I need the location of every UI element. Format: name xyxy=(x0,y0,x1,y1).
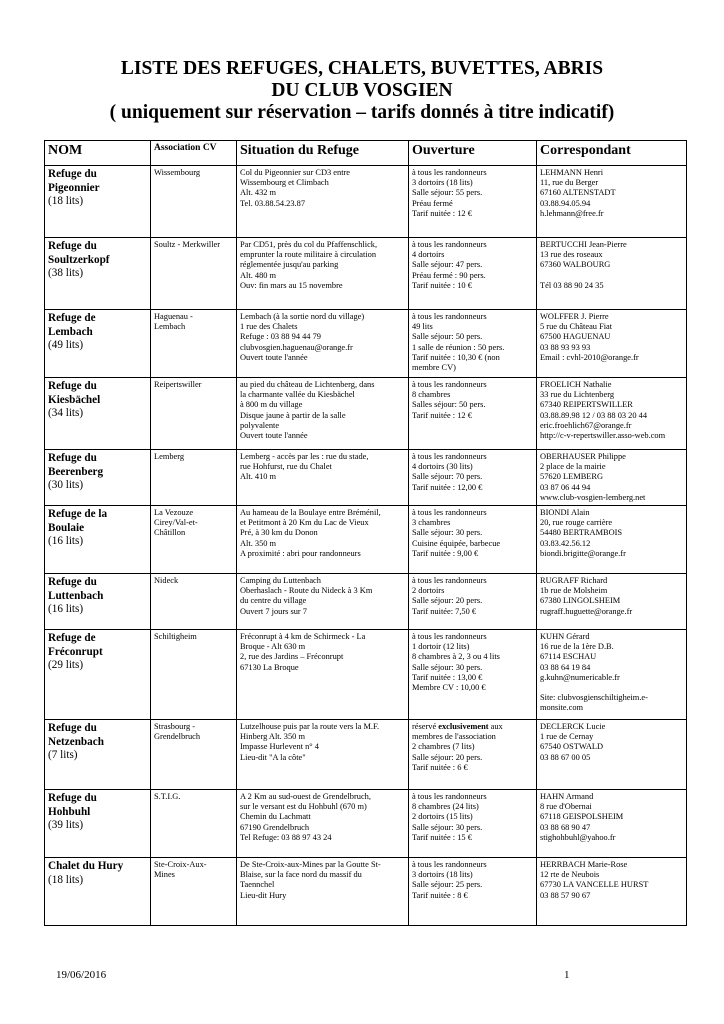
ouverture-line: Membre CV : 10,00 € xyxy=(412,683,486,693)
situation-cell xyxy=(237,858,409,926)
refuge-name: Luttenbach xyxy=(48,589,104,602)
association-cell xyxy=(151,858,237,926)
situation-line: clubvosgien.haguenau@orange.fr xyxy=(240,342,353,352)
situation-line: Tel Refuge: 03 88 97 43 24 xyxy=(240,832,332,842)
situation-line: Pré, à 30 km du Donon xyxy=(240,528,318,538)
situation-line: Alt. 350 m xyxy=(240,538,277,548)
ouverture-line: 3 dortoirs (18 lits) xyxy=(412,870,473,880)
correspondant-line: FROELICH Nathalie xyxy=(540,380,612,389)
correspondant-line: 1b rue de Molsheim xyxy=(540,586,608,596)
ouverture-line: Tarif nuitée : 12 € xyxy=(412,208,472,218)
situation-line: à 800 m du village xyxy=(240,400,303,410)
correspondant-line: 03 88 93 93 93 xyxy=(540,342,591,352)
table-row xyxy=(45,450,687,506)
correspondant-line: 20, rue rouge carrière xyxy=(540,518,613,528)
ouverture-line: Tarif nuitée : 13,00 € xyxy=(412,672,483,682)
ouverture-cell xyxy=(409,506,537,574)
situation-line: Alt. 410 m xyxy=(240,472,277,482)
situation-line: réglementée jusqu'au parking xyxy=(240,260,339,270)
correspondant-cell xyxy=(537,790,687,858)
header-ouverture: Ouverture xyxy=(409,141,537,166)
refuge-name-cell xyxy=(45,450,151,506)
refuge-name: Chalet du Hury xyxy=(48,860,124,873)
association-cell xyxy=(151,574,237,630)
situation-line: Broque - Alt 630 m xyxy=(240,642,306,652)
refuge-name: Beerenberg xyxy=(48,465,104,478)
ouverture-line: 3 dortoirs (18 lits) xyxy=(412,178,473,188)
situation-cell xyxy=(237,450,409,506)
ouverture-line: à tous les randonneurs xyxy=(412,792,487,802)
ouverture-line: 3 chambres xyxy=(412,518,451,528)
correspondant-line: HAHN Armand xyxy=(540,792,594,802)
ouverture-cell xyxy=(409,790,537,858)
header-nom: NOM xyxy=(45,141,151,166)
situation-line: Ouv: fin mars au 15 novembre xyxy=(240,280,343,290)
ouverture-line: à tous les randonneurs xyxy=(412,380,487,389)
table-row xyxy=(45,378,687,450)
refuge-name-cell xyxy=(45,238,151,310)
ouverture-cell xyxy=(409,630,537,720)
refuge-name-cell xyxy=(45,790,151,858)
association-line: S.T.I.G. xyxy=(154,792,181,802)
ouverture-cell xyxy=(409,310,537,378)
situation-line: Ouvert 7 jours sur 7 xyxy=(240,606,307,616)
refuge-capacity: (18 lits) xyxy=(48,873,84,886)
situation-cell xyxy=(237,378,409,450)
ouverture-cell xyxy=(409,238,537,310)
refuges-table xyxy=(44,140,687,926)
refuge-name: Refuge du xyxy=(48,240,97,252)
ouverture-line: 2 chambres (7 lits) xyxy=(412,742,475,752)
correspondant-line: 1 rue de Cernay xyxy=(540,732,594,742)
ouverture-line: Tarif nuitée : 6 € xyxy=(412,762,468,772)
ouverture-line: 1 dortoir (12 lits) xyxy=(412,642,470,652)
ouverture-line: à tous les randonneurs xyxy=(412,452,487,461)
association-line: Reipertswiller xyxy=(154,380,202,389)
refuge-name: Hohbuhl xyxy=(48,805,91,818)
ouverture-line: 2 dortoirs xyxy=(412,586,445,596)
correspondant-line: Email : cvhl-2010@orange.fr xyxy=(540,352,639,362)
ouverture-line: Préau fermé xyxy=(412,198,453,208)
table-row xyxy=(45,506,687,574)
emphasis: exclusivement xyxy=(438,722,489,732)
association-line: Mines xyxy=(154,870,175,880)
correspondant-line: www.club-vosgien-lemberg.net xyxy=(540,492,646,502)
ouverture-line: 8 chambres (24 lits) xyxy=(412,802,479,812)
ouverture-line: Salle séjour: 30 pers. xyxy=(412,822,483,832)
correspondant-line: http://c-v-repertswiller.asso-web.com xyxy=(540,431,666,441)
ouverture-cell xyxy=(409,720,537,790)
situation-line: Lutzelhouse puis par la route vers la M.F. xyxy=(240,722,380,732)
ouverture-line: Tarif nuitée: 7,50 € xyxy=(412,606,477,616)
correspondant-line: 33 rue du Lichtenberg xyxy=(540,390,615,400)
correspondant-line xyxy=(540,271,683,281)
association-cell xyxy=(151,506,237,574)
page-number: 1 xyxy=(564,969,570,981)
association-line: Schiltigheim xyxy=(154,632,197,642)
ouverture-line: Tarif nuitée : 12,00 € xyxy=(412,482,483,492)
table-header-row xyxy=(45,141,687,166)
correspondant-line: DECLERCK Lucie xyxy=(540,722,606,732)
situation-line: A 2 Km au sud-ouest de Grendelbruch, xyxy=(240,792,371,802)
table-row xyxy=(45,238,687,310)
refuge-capacity: (30 lits) xyxy=(48,479,84,491)
correspondant-line: 03.88.89.98 12 / 03 88 03 20 44 xyxy=(540,410,648,420)
ouverture-cell xyxy=(409,166,537,238)
situation-line: Fréconrupt à 4 km de Schirmeck - La xyxy=(240,632,366,642)
association-line: Lembach xyxy=(154,322,186,332)
correspondant-line: Tél 03 88 90 24 35 xyxy=(540,280,604,290)
refuge-name: Refuge du xyxy=(48,576,97,589)
ouverture-line: Salles séjour: 50 pers. xyxy=(412,400,486,410)
association-line: Haguenau - xyxy=(154,312,193,321)
situation-line: Impasse Hurlevent n° 4 xyxy=(240,742,319,752)
correspondant-cell xyxy=(537,630,687,720)
refuge-capacity: (49 lits) xyxy=(48,339,84,351)
association-line: Nideck xyxy=(154,576,179,586)
association-line: Soultz - Merkwiller xyxy=(154,240,221,249)
ouverture-line: Salle séjour: 50 pers. xyxy=(412,332,483,342)
correspondant-line: stighohbuhl@yahoo.fr xyxy=(540,832,616,842)
correspondant-line: 67118 GEISPOLSHEIM xyxy=(540,812,624,822)
correspondant-line: 8 rue d'Obernai xyxy=(540,802,592,812)
situation-line: Wissembourg et Climbach xyxy=(240,178,329,188)
situation-cell xyxy=(237,720,409,790)
situation-line: sur le versant est du Hohbuhl (670 m) xyxy=(240,802,367,812)
correspondant-cell xyxy=(537,238,687,310)
situation-line: A proximité : abri pour randonneurs xyxy=(240,548,361,558)
situation-line: Alt. 480 m xyxy=(240,270,277,280)
correspondant-line: 67360 WALBOURG xyxy=(540,260,611,270)
association-cell xyxy=(151,378,237,450)
situation-line: Au hameau de la Boulaye entre Bréménil, xyxy=(240,508,381,518)
situation-line: Refuge : 03 88 94 44 79 xyxy=(240,332,321,342)
correspondant-line: 03 88 68 90 47 xyxy=(540,822,591,832)
correspondant-line: 03 88 64 19 84 xyxy=(540,662,591,672)
ouverture-line: Salle séjour: 30 pers. xyxy=(412,528,483,538)
header-correspondant: Correspondant xyxy=(537,141,687,166)
situation-line: Lembach (à la sortie nord du village) xyxy=(240,312,365,321)
refuge-capacity: (29 lits) xyxy=(48,659,84,672)
association-line: Lemberg xyxy=(154,452,185,461)
ouverture-cell xyxy=(409,378,537,450)
ouverture-cell xyxy=(409,450,537,506)
correspondant-line: OBERHAUSER Philippe xyxy=(540,452,626,461)
ouverture-line: Tarif nuitée : 9,00 € xyxy=(412,548,479,558)
situation-line: Taennchel xyxy=(240,880,275,890)
ouverture-line: 49 lits xyxy=(412,322,433,332)
situation-line: 2, rue des Jardins – Fréconrupt xyxy=(240,652,344,662)
refuge-name: Kiesbächel xyxy=(48,393,101,406)
ouverture-line: Tarif nuitée : 15 € xyxy=(412,832,472,842)
ouverture-line: 4 dortoirs (30 lits) xyxy=(412,462,473,472)
ouverture-line: à tous les randonneurs xyxy=(412,632,487,642)
correspondant-line: 03 88 67 00 05 xyxy=(540,752,591,762)
association-cell xyxy=(151,790,237,858)
document-title xyxy=(0,58,724,124)
refuge-name: Fréconrupt xyxy=(48,645,103,658)
ouverture-line: à tous les randonneurs xyxy=(412,508,487,518)
association-line: Grendelbruch xyxy=(154,732,201,742)
association-cell xyxy=(151,310,237,378)
correspondant-cell xyxy=(537,378,687,450)
refuge-name: Netzenbach xyxy=(48,735,104,748)
situation-cell xyxy=(237,790,409,858)
refuge-name: Pigeonnier xyxy=(48,181,100,194)
ouverture-line: à tous les randonneurs xyxy=(412,860,487,870)
correspondant-line: h.lehmann@free.fr xyxy=(540,208,604,218)
refuge-name-cell xyxy=(45,378,151,450)
situation-line: rue Hohfurst, rue du Chalet xyxy=(240,462,332,472)
situation-line: Lieu-dit Hury xyxy=(240,890,287,900)
correspondant-line xyxy=(540,683,683,693)
correspondant-line: 13 rue des roseaux xyxy=(540,250,603,260)
association-cell xyxy=(151,450,237,506)
correspondant-line: 67380 LINGOLSHEIM xyxy=(540,596,621,606)
situation-line: polyvalente xyxy=(240,420,280,430)
ouverture-line: 8 chambres xyxy=(412,390,451,400)
situation-line: Col du Pigeonnier sur CD3 entre xyxy=(240,168,351,177)
title-line-1: LISTE DES REFUGES, CHALETS, BUVETTES, ABRIS xyxy=(120,58,604,79)
ouverture-line: Salle séjour: 47 pers. xyxy=(412,260,483,270)
situation-line: 67190 Grendelbruch xyxy=(240,822,310,832)
title-line-2: DU CLUB VOSGIEN xyxy=(271,80,453,101)
refuge-capacity: (39 lits) xyxy=(48,819,84,832)
correspondant-line: HERRBACH Marie-Rose xyxy=(540,860,628,870)
refuge-name-cell xyxy=(45,720,151,790)
refuge-name: Refuge de xyxy=(48,632,96,645)
situation-line: Oberhaslach - Route du Nideck à 3 Km xyxy=(240,586,373,596)
ouverture-line: Tarif nuitée : 10 € xyxy=(412,280,472,290)
situation-cell xyxy=(237,238,409,310)
correspondant-line: monsite.com xyxy=(540,703,584,713)
correspondant-cell xyxy=(537,720,687,790)
association-cell xyxy=(151,166,237,238)
correspondant-line: eric.froehlich67@orange.fr xyxy=(540,420,632,430)
ouverture-line: 2 dortoirs (15 lits) xyxy=(412,812,473,822)
correspondant-line: BERTUCCHI Jean-Pierre xyxy=(540,240,627,249)
ouverture-line: 1 salle de réunion : 50 pers. xyxy=(412,342,505,352)
refuge-name-cell xyxy=(45,858,151,926)
refuge-name: Refuge du xyxy=(48,380,97,392)
correspondant-line: 16 rue de la 1ère D.B. xyxy=(540,642,614,652)
table-body xyxy=(45,166,687,926)
correspondant-line: 67500 HAGUENAU xyxy=(540,332,611,342)
refuge-capacity: (38 lits) xyxy=(48,267,84,279)
situation-cell xyxy=(237,166,409,238)
footer-date: 19/06/2016 xyxy=(56,969,107,981)
correspondant-line: 03 87 06 44 94 xyxy=(540,482,591,492)
header-situation: Situation du Refuge xyxy=(237,141,409,166)
situation-line: du centre du village xyxy=(240,596,307,606)
ouverture-line: Salle séjour: 25 pers. xyxy=(412,880,483,890)
refuge-capacity: (18 lits) xyxy=(48,195,84,207)
correspondant-cell xyxy=(537,574,687,630)
correspondant-line: 03.88.94.05.94 xyxy=(540,198,591,208)
situation-line: la charmante vallée du Kiesbächel xyxy=(240,390,355,400)
correspondant-line: 12 rte de Neubois xyxy=(540,870,600,880)
association-cell xyxy=(151,720,237,790)
table-row xyxy=(45,310,687,378)
refuge-name: Refuge du xyxy=(48,792,97,805)
ouverture-line: Cuisine équipée, barbecue xyxy=(412,538,501,548)
ouverture-line: à tous les randonneurs xyxy=(412,168,487,177)
ouverture-cell xyxy=(409,574,537,630)
refuge-name: Lembach xyxy=(48,325,93,338)
situation-line: et Petitmont à 20 Km du Lac de Vieux xyxy=(240,518,369,528)
correspondant-line: 03 88 57 90 67 xyxy=(540,890,591,900)
ouverture-line: Salle séjour: 20 pers. xyxy=(412,752,483,762)
correspondant-line: 67730 LA VANCELLE HURST xyxy=(540,880,649,890)
refuge-name-cell xyxy=(45,574,151,630)
situation-line: De Ste-Croix-aux-Mines par la Goutte St- xyxy=(240,860,381,870)
correspondant-cell xyxy=(537,166,687,238)
ouverture-line: Salle séjour: 70 pers. xyxy=(412,472,483,482)
situation-cell xyxy=(237,574,409,630)
situation-line: Lemberg - accès par les : rue du stade, xyxy=(240,452,369,461)
ouverture-line: Salle séjour: 20 pers. xyxy=(412,596,483,606)
table-row xyxy=(45,858,687,926)
correspondant-line: biondi.brigitte@orange.fr xyxy=(540,548,626,558)
refuge-name: Refuge du xyxy=(48,168,97,180)
situation-line: 1 rue des Chalets xyxy=(240,322,298,332)
situation-line: Camping du Luttenbach xyxy=(240,576,321,586)
situation-line: Ouvert toute l'année xyxy=(240,431,308,441)
correspondant-line: rugraff.huguette@orange.fr xyxy=(540,606,633,616)
ouverture-line: 4 dortoirs xyxy=(412,250,445,260)
correspondant-line: BIONDI Alain xyxy=(540,508,590,518)
situation-line: Alt. 432 m xyxy=(240,188,277,198)
ouverture-line: membre CV) xyxy=(412,363,456,373)
refuge-capacity: (16 lits) xyxy=(48,603,84,616)
situation-line: Par CD51, près du col du Pfaffenschlick, xyxy=(240,240,378,249)
association-line: Cirey/Val-et- xyxy=(154,518,198,528)
ouverture-line: Salle séjour: 55 pers. xyxy=(412,188,483,198)
ouverture-line: réservé exclusivement aux xyxy=(412,722,503,732)
situation-line: Disque jaune à partir de la salle xyxy=(240,410,346,420)
correspondant-cell xyxy=(537,506,687,574)
situation-line: Lieu-dit "A la côte" xyxy=(240,752,306,762)
situation-cell xyxy=(237,506,409,574)
refuge-name: Refuge de xyxy=(48,312,96,324)
refuge-name: Refuge du xyxy=(48,722,97,735)
refuge-name-cell xyxy=(45,310,151,378)
title-line-3: ( uniquement sur réservation – tarifs donnés à titre indicatif) xyxy=(109,102,615,123)
ouverture-line: à tous les randonneurs xyxy=(412,576,487,586)
refuge-capacity: (16 lits) xyxy=(48,535,84,548)
correspondant-line: 57620 LEMBERG xyxy=(540,472,604,482)
table-row xyxy=(45,720,687,790)
correspondant-cell xyxy=(537,310,687,378)
refuge-name: Refuge de la xyxy=(48,508,108,521)
correspondant-line: 67114 ESCHAU xyxy=(540,652,597,662)
correspondant-line: 67160 ALTENSTADT xyxy=(540,188,616,198)
situation-line: au pied du château de Lichtenberg, dans xyxy=(240,380,375,389)
correspondant-line: 5 rue du Château Fiat xyxy=(540,322,613,332)
correspondant-line: Site: clubvosgienschiltigheim.e- xyxy=(540,693,648,703)
refuge-capacity: (7 lits) xyxy=(48,749,78,762)
ouverture-line: 8 chambres à 2, 3 ou 4 lits xyxy=(412,652,500,662)
ouverture-line: membres de l'association xyxy=(412,732,496,742)
correspondant-line: g.kuhn@numericable.fr xyxy=(540,672,620,682)
ouverture-line: Tarif nuitée : 10,30 € (non xyxy=(412,352,500,362)
correspondant-line: LEHMANN Henri xyxy=(540,168,604,177)
refuge-name: Refuge du xyxy=(48,452,97,464)
table-row xyxy=(45,166,687,238)
association-line: La Vezouze xyxy=(154,508,194,518)
correspondant-line: 03.83.42.56.12 xyxy=(540,538,591,548)
association-line: Wissembourg xyxy=(154,168,201,177)
correspondant-line: 11, rue du Berger xyxy=(540,178,599,188)
correspondant-line: 2 place de la mairie xyxy=(540,462,606,472)
ouverture-line: Tarif nuitée : 8 € xyxy=(412,890,468,900)
correspondant-line: 67340 REIPERTSWILLER xyxy=(540,400,633,410)
ouverture-line: à tous les randonneurs xyxy=(412,240,487,249)
situation-line: 67130 La Broque xyxy=(240,662,299,672)
correspondant-line: 54480 BERTRAMBOIS xyxy=(540,528,623,538)
ouverture-line: Préau fermé : 90 pers. xyxy=(412,270,486,280)
situation-line: Hinberg Alt. 350 m xyxy=(240,732,305,742)
table-row xyxy=(45,790,687,858)
situation-cell xyxy=(237,630,409,720)
table-row xyxy=(45,630,687,720)
ouverture-line: à tous les randonneurs xyxy=(412,312,487,321)
refuge-name-cell xyxy=(45,506,151,574)
correspondant-cell xyxy=(537,450,687,506)
association-cell xyxy=(151,630,237,720)
correspondant-line: 67540 OSTWALD xyxy=(540,742,604,752)
refuge-name: Boulaie xyxy=(48,521,85,534)
situation-line: Ouvert toute l'année xyxy=(240,352,308,362)
refuge-name-cell xyxy=(45,166,151,238)
ouverture-line: Tarif nuitée : 12 € xyxy=(412,410,472,420)
situation-line: emprunter la route militaire à circulation xyxy=(240,250,377,260)
situation-line: Blaise, sur la face nord du massif du xyxy=(240,870,362,880)
refuge-capacity: (34 lits) xyxy=(48,407,84,419)
correspondant-line: KUHN Gérard xyxy=(540,632,590,642)
header-association: Association CV xyxy=(151,141,237,166)
situation-line: Tel. 03.88.54.23.87 xyxy=(240,198,306,208)
correspondant-cell xyxy=(537,858,687,926)
ouverture-cell xyxy=(409,858,537,926)
table-row xyxy=(45,574,687,630)
situation-line: Chemin du Lachmatt xyxy=(240,812,311,822)
correspondant-line: RUGRAFF Richard xyxy=(540,576,608,586)
refuge-name-cell xyxy=(45,630,151,720)
association-line: Châtillon xyxy=(154,528,186,538)
correspondant-line: WOLFFER J. Pierre xyxy=(540,312,609,321)
association-line: Strasbourg - xyxy=(154,722,196,732)
association-cell xyxy=(151,238,237,310)
situation-cell xyxy=(237,310,409,378)
refuge-name: Soultzerkopf xyxy=(48,253,110,266)
ouverture-line: Salle séjour: 30 pers. xyxy=(412,662,483,672)
association-line: Ste-Croix-Aux- xyxy=(154,860,207,870)
